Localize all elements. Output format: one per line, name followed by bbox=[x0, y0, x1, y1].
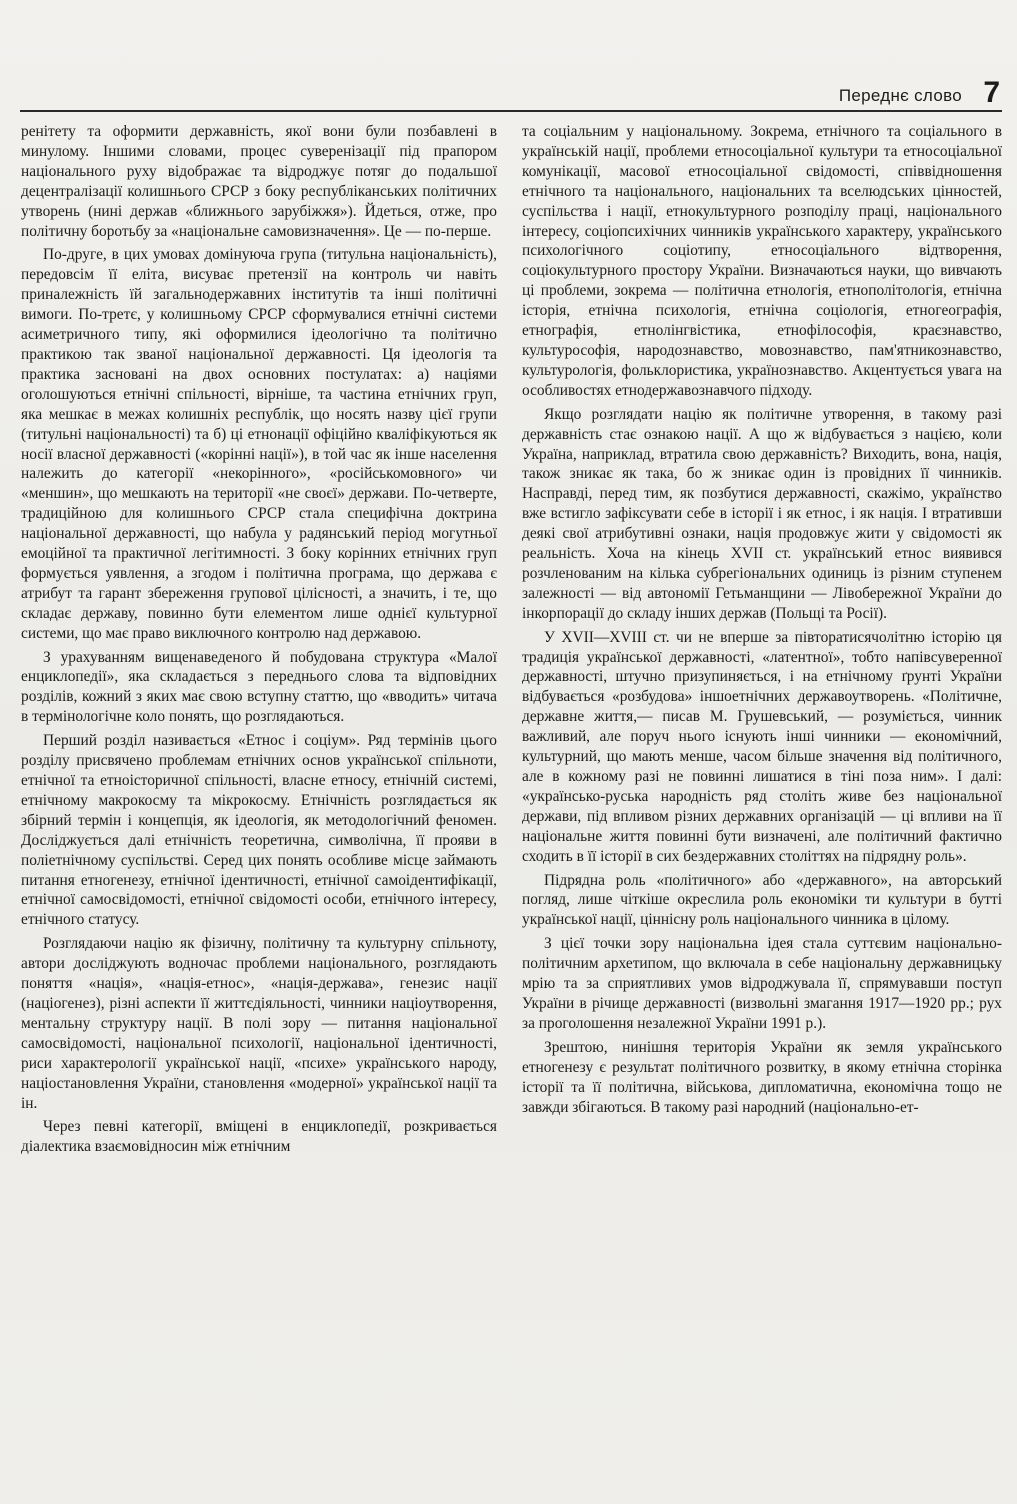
paragraph: та соціальним у національному. Зокрема, етнічного та соціального в українській нації, проблеми етносоціальної культури та етносоціальної комунікації, масової етносоціальної свідомості, співвідношення етнічного та національного, національних та вселюдських цінностей, суспільства і нації, етнокультурного розподілу праці, національного інтересу, соціопсихічних чинників українського характеру, українського психологічного соціотипу, етносоціального відтворення, соціокультурного простору України. Визначаються науки, що вивчають ці проблеми, зокрема — політична етнологія, етнополітологія, етнічна історія, етнічна психологія, етнічна соціологія, етногеографія, етнографія, етнолінгвістика, етнофілософія, краєзнавство, культурософія, народознавство, мовознавство, пам'ятникознавство, культурологія, фольклористика, українознавство. Акцентується увага на особливостях етнодержавознавчого підходу. bbox=[522, 123, 1002, 399]
paragraph: Якщо розглядати націю як політичне утворення, в такому разі державність стає ознакою нації. А що ж відбувається з нацією, коли Україна, наприклад, втратила свою державність? Виходить, вона, нація, також зникає як така, бо ж зникає один із провідних її чинників. Насправді, перед тим, як позбутися державності, скажімо, українство вже встигло зафіксувати себе в історії і як етнос, і як нація. І втративши деякі свої атрибутивні ознаки, нація продовжує жити у свідомості як реальність. Хоча на кінець XVII ст. український етнос виявився розчленованим на кілька субрегіональних одиниць із різним ступенем залежності — від автономії Гетьманщини — Лівобережної України до інкорпорації до складу інших держав (Польщі та Росії). bbox=[522, 405, 1002, 622]
paragraph: З урахуванням вищенаведеного й побудована структура «Малої енциклопедії», яка складається з переднього слова та відповідних розділів, кожний з яких має свою вступну статтю, що «вводить» читача в термінологічне коло понять, що розглядаються. bbox=[21, 648, 497, 726]
page-number: 7 bbox=[983, 76, 1000, 109]
left-column bbox=[21, 122, 497, 1161]
paragraph: Зрештою, нинішня територія України як земля українського етногенезу є результат політичного розвитку, в якому етнічна сторінка історії та її політична, військова, дипломатична, економічна тощо не завжди збігаються. В такому разі народний (національно-ет- bbox=[522, 1038, 1002, 1116]
right-column bbox=[522, 122, 1002, 1121]
paragraph: По-друге, в цих умовах домінуюча група (титульна національність), передовсім її еліта, висуває претензії на контроль чи навіть приналежність їй загальнодержавних інститутів та інші політичні вимоги. По-третє, у колишньому СРСР сформувалися етнічні системи асиметричного типу, які оформилися ідеологічно та політично практикою так званої національної державності. Ця ідеологія та практика засновані на двох основних постулатах: а) націями оголошуються етнічні спільності, вірніше, та частина етнічних груп, яка мешкає в межах колишніх республік, що носять назву цієї групи (титульні національності) та б) ці етнонації офіційно кваліфікуються як носії власної державності («корінні нації»), в той час як інше населення належить до категорії «некорінного», «російськомовного» чи «меншин», що мешкають на території «не своєї» держави. По-четверте, традиційною для колишнього СРСР стала специфічна доктрина національної державності, що набула у радянський період могутньої емоційної та практичної легітимності. З боку корінних етнічних груп формується уявлення, а згодом і політична програма, що держава є атрибут та гарант збереження групової цілісності, а значить, і те, що складає державу, повинно бути елементом лише однієї культурної системи, що має право виключного контролю над державою. bbox=[21, 246, 497, 642]
paragraph: Підрядна роль «політичного» або «державного», на авторський погляд, лише чіткіше окреслила роль економіки ти культури в бутті української нації, ціннісну роль національного чинника в цілому. bbox=[522, 871, 1002, 929]
paragraph: У XVII—XVIII ст. чи не вперше за півтоpатисячолітню історію ця традиція української державності, «латентної», тобто напівсуверенної державності, штучно призупиняється, і на етнічному ґрунті України відбувається «розбудова» іншоетнічних державоутворень. «Політичне, державне життя,— писав М. Грушевський, — розуміється, чинник важливий, але поруч нього існують інші чинники — економічний, культурний, що мають менше, часом більше значення від політичного, але в кожному разі не повинні лишатися в тіні поза ним». І далі: «українсько-руська народність ряд століть живе без національної держави, під впливом різних державних організацій — ці впливи на її національне життя повинні бути визначені, але політичний фактично сходить в її історії в сих бездержавних століттях на підрядну роль». bbox=[522, 628, 1002, 865]
paragraph: З цієї точки зору національна ідея стала суттєвим національно-політичним архетипом, що включала в себе національну державницьку мрію та за сприятливих умов відроджувала її, спрямувавши поступ України в річище державності (визвольні змагання 1917—1920 рр.; рух за проголошення незалежної України 1991 р.). bbox=[522, 935, 1002, 1032]
section-title: Переднє слово bbox=[838, 86, 962, 105]
header-rule bbox=[20, 110, 1002, 112]
paragraph: ренітету та оформити державність, якої вони були позбавлені в минулому. Іншими словами, процес суверенізації під прапором національного руху відображає та відроджує потяг до подальшої децентралізації колишнього СРСР з боку республіканських політичних утворень (нині держав «ближнього зарубіжжя»). Йдеться, отже, про політичну боротьбу за «національне самовизначення». Це — по-перше. bbox=[21, 123, 497, 240]
paragraph: Розглядаючи націю як фізичну, політичну та культурну спільноту, автори досліджують водночас проблеми національного, розглядають поняття «нація», «нація-етнос», «нація-держава», генезис нації (націогенез), різні аспекти її життєдіяльності, чинники націоутворення, ментальну структуру нації. В полі зору — питання національної самосвідомості, національної психології, національної ідентичності, риси характерології української нації, «психе» українського народу, націостановлення України, становлення «модерної» української нації та ін. bbox=[21, 935, 497, 1112]
paragraph: Перший розділ називається «Етнос і соціум». Ряд термінів цього розділу присвячено проблемам етнічних основ української спільноти, етнічної та етноісторичної спільності, власне етносу, етнічній системі, етнічному макрокосму та мікрокосму. Етнічність розглядається як збірний термін і концепція, як ідеологія, як методологічний феномен. Досліджується далі етнічність теоретична, символічна, її прояви в поліетнічному суспільстві. Серед цих понять особливе місце займають питання етногенезу, етнічної ідентичності, етнічної самоідентифікації, етнічної самосвідомості, етнічної свідомості особи, етнічного інтересу, етнічного статусу. bbox=[21, 732, 497, 929]
running-header bbox=[20, 78, 1002, 112]
paragraph: Через певні категорії, вміщені в енциклопедії, розкривається діалектика взаємовідносин між етнічним bbox=[21, 1118, 497, 1156]
